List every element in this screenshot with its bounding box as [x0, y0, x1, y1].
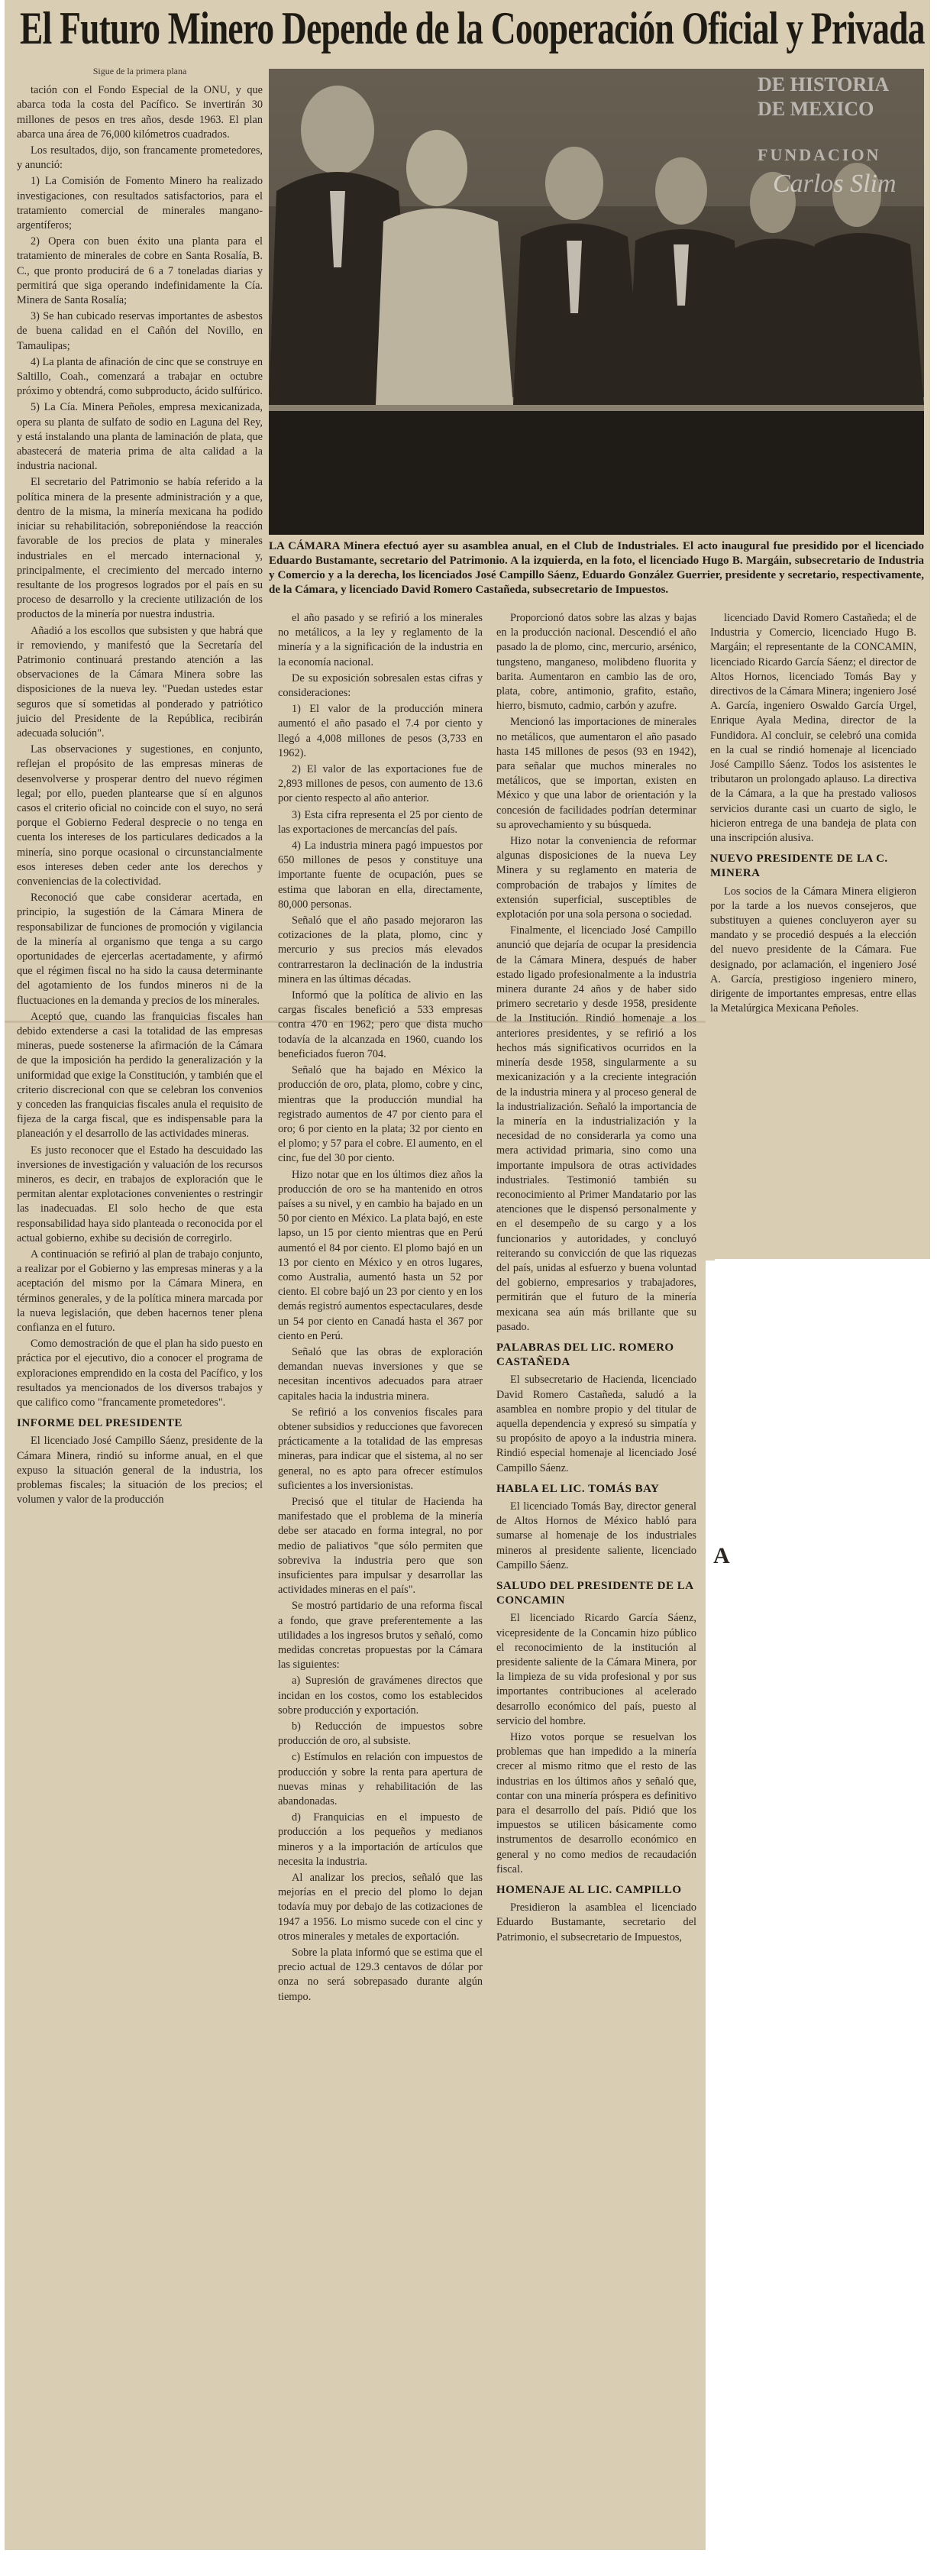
col3-paragraph: Finalmente, el licenciado José Campillo anunció que dejaría de ocupar la presidencia de la Cámara Minera, después de haber estado ligado profesionalmente a la industria minera durante 24 años y de haber sido primero secretario y desde 1958, presidente de la Institución. Rindió homenaje a los anteriores presidentes, y se refirió a los hechos más significativos ocurridos en la minería desde 1958, singularmente a su mexicanización y a la creciente integración de la industria minera y al proceso general de la industrialización. Señaló la importancia de la minería en la industrialización y la necesidad de no considerarla ya como una mera actividad primaria, sino como una importante impulsora de otras actividades industriales. Testimonió también su reconocimiento al Primer Mandatario por las atenciones que le dispensó personalmente y en el desempeño de su cargo y a los funcionarios y autoridades, y concluyó reiterando su convicción de que las riquezas del país, unidas al esfuerzo y buena voluntad del gobierno, empresarios y trabajadores, permitirán que el futuro de la minería mexicana sea aún más brillante que su pasado.: [496, 924, 696, 1333]
watermark-line3: FUNDACION: [758, 145, 881, 164]
col1-paragraph: tación con el Fondo Especial de la ONU, y que abarca toda la costa del Pacífico. Se invertirán 30 millones de pesos en tres años, desde 1963. El plan abarca una área de 76,000 kilómetros cuadrados.: [17, 84, 263, 141]
caption-lead: LA CÁMARA: [269, 540, 340, 552]
column-4: [710, 611, 916, 1234]
col3-paragraph: El licenciado Ricardo García Sáenz, vicepresidente de la Concamin hizo público el reconocimiento de la institución al presidente saliente de la Cámara Minera, por la limpieza de su vida profesional y por sus importantes contribuciones al acelerado desarrollo económico del país, puesto al servicio del hombre.: [496, 1612, 696, 1727]
col1-paragraph: Aceptó que, cuando las franquicias fiscales han debido extenderse a casi la totalidad de las empresas mineras, puede sostenerse la afirmación de la Cámara de que la imposición ha perdido la generalización y la uniformidad que exige la Constitución, y también que el criterio discrecional con que se celebran los convenios y conceden las franquicias fiscales anula el requisito de fijeza de la carga fiscal, que es indispensable para la planeación y el desarrollo de las actividades mineras.: [17, 1010, 263, 1141]
col3-paragraph: Presidieron la asamblea el licenciado Eduardo Bustamante, secretario del Patrimonio, el subsecretario de Impuestos,: [496, 1901, 696, 1943]
headline: El Futuro Minero Depende de la Cooperación Oficial y Privada: [20, 3, 925, 53]
col3-paragraph: Hizo notar la conveniencia de reformar algunas disposiciones de la nueva Ley Minera y su reglamento en materia de comprobación de trabajos y límites de extensión superficial, susceptibles de explotación por una sola persona o sociedad.: [496, 835, 696, 921]
col1-list-item: 3) Se han cubicado reservas importantes de asbestos de buena calidad en el Cañón del Novillo, en Tamaulipas;: [17, 310, 263, 352]
col2-paragraph: 3) Esta cifra representa el 25 por ciento de las exportaciones de mercancías del país.: [278, 808, 483, 836]
photo-drawing: [269, 69, 924, 535]
col2-paragraph: 2) El valor de las exportaciones fue de 2,893 millones de pesos, con aumento de 13.6 por ciento respecto al año anterior.: [278, 763, 483, 805]
subhead-homenaje: HOMENAJE AL LIC. CAMPILLO: [496, 1884, 682, 1897]
col3-paragraph: Hizo votos porque se resuelvan los problemas que han impedido a la minería crecer al mismo ritmo que el resto de las industrias en los últimos años y señaló que, contar con una minería próspera es definitivo para el desarrollo del país. Pidió que los impuestos se utilicen básicamente como instrumentos de desarrollo económico en general y no como medios de recaudación fiscal.: [496, 1731, 696, 1875]
watermark-line2: DE MEXICO: [758, 98, 874, 120]
subhead-nuevo-presidente: NUEVO PRESIDENTE DE LA C. MINERA: [710, 853, 888, 880]
col2-paragraph: b) Reducción de impuestos sobre producción de oro, al subsiste.: [278, 1720, 483, 1748]
col3-paragraph: El licenciado Tomás Bay, director general de Altos Hornos de México habló para sumarse al homenaje de los industriales mineros al presidente saliente, licenciado Campillo Sáenz.: [496, 1500, 696, 1571]
col2-paragraph: Al analizar los precios, señaló que las mejorías en el precio del plomo lo dejan todavía muy por debajo de las cotizaciones de 1947 a 1956. Lo mismo sucede con el cinc y otros minerales y metales de exportación.: [278, 1872, 483, 1943]
col1-paragraph: Los resultados, dijo, son francamente prometedores, y anunció:: [17, 144, 263, 172]
col2-paragraph: Se mostró partidario de una reforma fiscal a fondo, que grave preferentemente a las utilidades a los ingresos brutos y señaló, como medidas concretas propuestas por la Cámara las siguientes:: [278, 1600, 483, 1671]
col2-paragraph: 1) El valor de la producción minera aumentó el año pasado el 7.4 por ciento y llegó a 4,008 millones de pesos (3,733 en 1962).: [278, 703, 483, 759]
col4-paragraph: Los socios de la Cámara Minera eligieron por la tarde a los nuevos consejeros, que substituyen a quienes concluyeron ayer su mandato y se procedió después a la elección del nuevo presidente de la Cámara. Fue designado, por aclamación, el ingeniero José A. García, prestigioso ingeniero minero, dirigente de importantes empresas, entre ellas la Metalúrgica Mexicana Peñoles.: [710, 885, 916, 1015]
col2-paragraph: Informó que la política de alivio en las cargas fiscales benefició a 533 empresas contra 470 en 1962; pero que dista mucho todavía de la alcanzada en 1960, cuando los beneficiados fueron 704.: [278, 989, 483, 1060]
caption-text: Minera efectuó ayer su asamblea anual, en el Club de Industriales. El acto inaugural fue presidido por el licenciado Eduardo Bustamante, secretario del Patrimonio. A la izquierda, en la foto, el licenciado Hugo B. Margáin, subsecretario de Industria y Comercio y a la derecha, los licenciados José Campillo Sáenz, Eduardo González Guerrier, presidente y secretario, respectivamente, de la Cámara, y licenciado David Romero Castañeda, subsecretario de Impuestos.: [269, 540, 924, 596]
col1-paragraph: Las observaciones y sugestiones, en conjunto, reflejan el propósito de las empresas mineras de desenvolverse y prosperar dentro del nuevo régimen legal; por ello, pueden plantearse que sí en algunos casos el criterio oficial no coincide con el suyo, no será porque el Gobierno Federal desprecie o no tenga en cuenta los intereses de los particulares dedicados a la minería, sino porque ocasional o circunstancialmente esos intereses deben ceder ante los derechos y conveniencias de la colectividad.: [17, 743, 263, 888]
fold-line: [5, 1021, 706, 1023]
col1-list-item: 2) Opera con buen éxito una planta para el tratamiento de minerales de cobre en Santa Rosalía, B. C., que pronto producirá de 6 a 7 toneladas diarias y permitirá que siga operando indefinidamente la Cía. Minera de Santa Rosalía;: [17, 235, 263, 307]
clipping-step: [706, 1238, 715, 1260]
subhead-informe: INFORME DEL PRESIDENTE: [17, 1417, 183, 1430]
col1-paragraph: Es justo reconocer que el Estado ha descuidado las inversiones de investigación y valuación de los recursos mineros, es decir, en trabajos de exploración que le permitan alentar explotaciones convenientes o restringir las inadecuadas. El solo hecho de que esta responsabilidad haya sido planteada o reconocida por el actual gobierno, exhibe su decisión de corregirlo.: [17, 1144, 263, 1244]
col2-paragraph: d) Franquicias en el impuesto de producción a los pequeños y medianos mineros y a la importación de artículos que necesita la industria.: [278, 1811, 483, 1868]
column-1: [17, 64, 263, 2555]
subhead-concamin: SALUDO DEL PRESIDENTE DE LA CONCAMIN: [496, 1580, 693, 1607]
col1-paragraph: Como demostración de que el plan ha sido puesto en práctica por el ejecutivo, dio a conocer el programa de exploraciones emprendido en la costa del Pacífico, y los resultados ya mencionados de los diversos trabajos y que califico como "francamente prometedores".: [17, 1338, 263, 1409]
col1-paragraph: El licenciado José Campillo Sáenz, presidente de la Cámara Minera, rindió su informe anual, en el que expuso la situación general de la industria, los problemas fiscales; la situación de los precios; el volumen y valor de la producción: [17, 1435, 263, 1506]
watermark-line1: DE HISTORIA: [758, 73, 890, 95]
continuation-note: Sigue de la primera plana: [92, 66, 187, 76]
col2-paragraph: c) Estímulos en relación con impuestos de producción y sobre la renta para apertura de nuevas minas y rehabilitación de las abandonadas.: [278, 1751, 483, 1808]
col3-paragraph: El subsecretario de Hacienda, licenciado David Romero Castañeda, saludó a la asamblea en nombre propio y del titular de aquella dependencia y expresó su simpatía y su propósito de apoyo a la industria minera. Rindió especial homenaje al licenciado José Campillo Sáenz.: [496, 1374, 696, 1474]
adjacent-article-strip: A: [713, 1543, 730, 1568]
col1-list-item: 4) La planta de afinación de cinc que se construye en Saltillo, Coah., comenzará a trabajar en octubre próximo y obtendrá, como subproducto, ácido sulfúrico.: [17, 355, 263, 398]
col2-paragraph: a) Supresión de gravámenes directos que incidan en los costos, como los establecidos sobre producción y exportación.: [278, 1675, 483, 1717]
col4-paragraph: licenciado David Romero Castañeda; el de Industria y Comercio, licenciado Hugo B. Margáin; el representante de la CONCAMIN, licenciado Ricardo García Sáenz; el director de Altos Hornos, licenciado Tomás Bay y directivos de la Cámara Minera; ingeniero José A. García, ingeniero Oswaldo García Urgel, Enrique Ayala Medina, director de la Fundidora. Al concluir, se celebró una comida en la cual se rindió homenaje al licenciado José Campillo Sáenz. Todos los asistentes le tributaron un prolongado aplauso. La directiva de la Cámara, a la que ha prestado valiosos servicios durante casi un cuarto de siglo, le hicieron entrega de una bandeja de plata con una inscripción alusiva.: [710, 612, 916, 845]
col2-paragraph: 4) La industria minera pagó impuestos por 650 millones de pesos y constituye una importante fuente de ocupación, pues se estima que laboran en ella, directamente, 80,000 personas.: [278, 840, 483, 911]
col2-paragraph: De su exposición sobresalen estas cifras y consideraciones:: [278, 672, 483, 700]
col1-paragraph: El secretario del Patrimonio se había referido a la política minera de la presente administración y a que, dentro de la misma, la minería mexicana ha podido iniciar su rehabilitación, sobreponiéndose la reacción favorable de los precios de plata y minerales industriales en el mercado internacional y, principalmente, el crecimiento del mercado interno resultante de los progresos logrados por el país en su proceso de desarrollo y la creciente utilización de los productos de la minería por nuestra industria.: [17, 476, 263, 621]
col2-paragraph: Se refirió a los convenios fiscales para obtener subsidios y reducciones que favorecen prácticamente a la totalidad de las empresas mineras, para indicar que el sistema, al no ser general, no es apto para ofrecer estímulos suficientes a los inversionistas.: [278, 1406, 483, 1492]
col3-paragraph: Proporcionó datos sobre las alzas y bajas en la producción nacional. Descendió el año pasado la de plomo, cinc, mercurio, arsénico, tungsteno, manganeso, molibdeno fluorita y barita. Aumentaron en cambio las de oro, plata, cobre, antimonio, grafito, estaño, hierro, bismuto, cadmio, carbón y azufre.: [496, 612, 696, 713]
col2-paragraph: Señaló que las obras de exploración demandan nuevas inversiones y que se necesitan incentivos adecuados para atraer capitales hacia la industria minera.: [278, 1345, 483, 1403]
column-2: [278, 611, 483, 2552]
column-3: [496, 611, 696, 2552]
col1-list-item: 5) La Cía. Minera Peñoles, empresa mexicanizada, opera su planta de sulfato de sodio en Laguna del Rey, y está instalando una planta de laminación de plata, que abastecerá de materia prima de alta calidad a la industria nacional.: [17, 401, 263, 473]
col2-paragraph: Precisó que el titular de Hacienda ha manifestado que el problema de la minería debe ser atacado en forma integral, no por medio de paliativos "que sólo permiten que sobreviva la industria pero que son insuficientes para impulsar y desarrollar las actividades mineras en el país".: [278, 1495, 483, 1597]
col2-paragraph: Señaló que ha bajado en México la producción de oro, plata, plomo, cobre y cinc, mientras que la producción mundial ha registrado aumentos de 47 por ciento para el oro; 6 por ciento en la plata; 32 por ciento en el plomo; y 57 para el cobre. El aumento, en el cinc, fue del 30 por ciento.: [278, 1064, 483, 1165]
col1-paragraph: Reconoció que cabe considerar acertada, en principio, la sugestión de la Cámara Minera de responsabilizar de funciones de promoción y vigilancia de la minería al organismo que tenga a su cargo oportunidades de ejercerlas acertadamente, y afirmó que el régimen fiscal no ha sido la causa determinante del agotamiento de los fundos mineros ni de la fluctuaciones en la demanda y precios de los minerales.: [17, 892, 263, 1007]
col3-paragraph: Mencionó las importaciones de minerales no metálicos, que aumentaron el año pasado hasta 145 millones de pesos (93 en 1942), para señalar que muchos minerales no metálicos, que se importan, existen en México y que una labor de orientación y la concesión de facilidades podrían determinar su aprovechamiento y su búsqueda.: [496, 716, 696, 831]
col2-paragraph: Sobre la plata informó que se estima que el precio actual de 129.3 centavos de dólar por onza no será sobrepasado durante algún tiempo.: [278, 1947, 483, 2003]
col2-paragraph: el año pasado y se refirió a los minerales no metálicos, a la ley y reglamento de la minería y a la significación de la industria en la economía nacional.: [278, 612, 483, 668]
subhead-tomas-bay: HABLA EL LIC. TOMÁS BAY: [496, 1482, 660, 1495]
col2-paragraph: Hizo notar que en los últimos diez años la producción de oro se ha mantenido en otros países a su nivel, y en cambio ha bajado en un 50 por ciento en México. La plata bajó, en este lapso, un 15 por ciento mientras que en Perú aumentó el 84 por ciento. El plomo bajó en un 13 por ciento en México y en otros lugares, como Australia, aumentó hasta un 52 por ciento. El cobre bajó un 23 por ciento y en los demás registró aumentos espectaculares, desde un 54 por ciento en Canadá hasta el 367 por ciento en Perú.: [278, 1168, 483, 1342]
col2-paragraph: Señaló que el año pasado mejoraron las cotizaciones de la plata, plomo, cinc y mercurio y sus precios más elevados contrarrestaron la declinación de la industria minera en las últimas décadas.: [278, 914, 483, 985]
subhead-romero-castaneda: PALABRAS DEL LIC. ROMERO CASTAÑEDA: [496, 1341, 674, 1369]
col1-paragraph: Añadió a los escollos que subsisten y que habrá que ir removiendo, y manifestó que la Secretaría del Patrimonio continuará prestando atención a las observaciones de la Cámara Minera sobre las disposiciones de la nueva ley. "Puedan ustedes estar seguros que sí sometidas al ponderado y patriótico juicio del Presidente de la República, recibirán adecuada solución".: [17, 624, 263, 739]
watermark-signature: Carlos Slim: [773, 170, 897, 198]
photo-caption: [269, 539, 924, 597]
assembly-photo: [269, 69, 924, 535]
col1-paragraph: A continuación se refirió al plan de trabajo conjunto, a realizar por el Gobierno y las empresas mineras y a la aceptación del mismo por la Cámara Minera, en términos generales, y de la política minera marcada por la nueva legislación, que deben hacernos tener plena confianza en el futuro.: [17, 1248, 263, 1335]
col1-list-item: 1) La Comisión de Fomento Minero ha realizado investigaciones, con resultados satisfactorios, para el tratamiento comercial de minerales mangano-argentíferos;: [17, 175, 263, 232]
